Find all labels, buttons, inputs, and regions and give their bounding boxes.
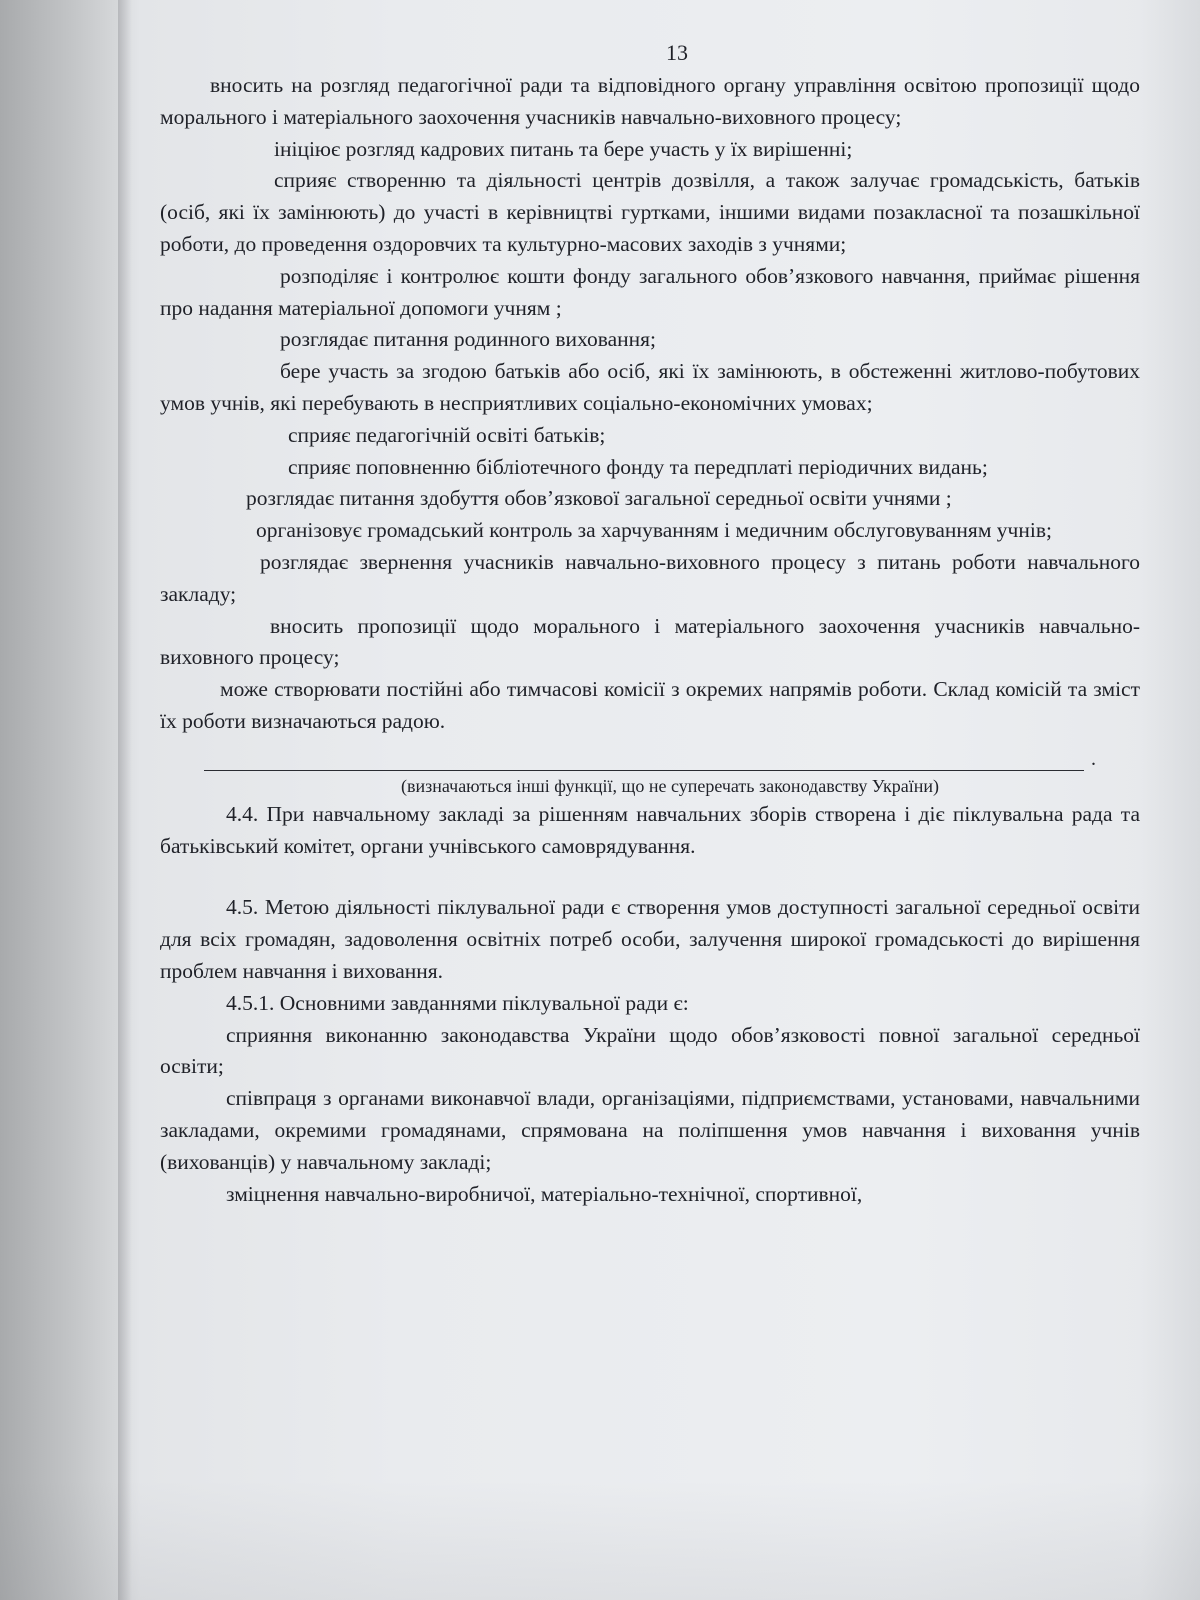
- page-shadow-right: [1140, 0, 1200, 1600]
- paragraph: зміцнення навчально-виробничої, матеріально-технічної, спортивної,: [226, 1181, 863, 1206]
- paragraph: бере участь за згодою батьків або осіб, які їх замінюють, в обстеженні житлово-побутових умов учнів, які перебувають в несприятливих соціально-економічних умовах;: [160, 359, 1140, 415]
- paragraph: розподіляє і контролює кошти фонду загального обов’язкового навчання, приймає рішення про надання матеріальної допомоги учням ;: [160, 263, 1140, 320]
- fill-line-caption: (визначаються інші функції, що не суперечать законодавству України): [401, 775, 939, 796]
- paragraph: розглядає питання родинного виховання;: [280, 327, 657, 352]
- paragraph: розглядає питання здобуття обов’язкової загальної середньої освіти учнями ;: [246, 486, 952, 511]
- paragraph-gap: [160, 862, 1140, 892]
- fill-in-line: [204, 747, 1096, 771]
- fill-line-period: .: [1091, 747, 1096, 770]
- paragraph: організовує громадський контроль за харчуванням і медичним обслуговуванням учнів;: [256, 518, 1052, 543]
- paragraph: сприяє створенню та діяльності центрів дозвілля, а також залучає громадськість, батьків (осіб, які їх замінюють) до участі в керівництві гуртками, іншими видами позакласної та позашкільної роботи, до проведення оздоровчих та культурно-масових заходів з учнями;: [160, 168, 1140, 256]
- page-number: 13: [666, 40, 688, 65]
- paragraph: сприяє педагогічній освіті батьків;: [288, 422, 606, 447]
- paragraph: вносить пропозиції щодо морального і матеріального заохочення учасників навчально-виховного процесу;: [160, 613, 1140, 670]
- paragraph: може створювати постійні або тимчасові комісії з окремих напрямів роботи. Склад комісій та зміст їх роботи визначаються радою.: [160, 677, 1140, 733]
- page-fold-shadow: [118, 0, 132, 1600]
- paragraph: ініціює розгляд кадрових питань та бере участь у їх вирішенні;: [274, 136, 853, 161]
- page-shadow-bottom: [0, 1480, 1200, 1600]
- paragraph: співпраця з органами виконавчої влади, організаціями, підприємствами, установами, навчальними закладами, окремими громадянами, спрямована на поліпшення умов навчання і виховання учнів (вихованців) у навчальному закладі;: [160, 1086, 1140, 1174]
- paragraph: 4.4. При навчальному закладі за рішенням навчальних зборів створена і діє піклувальна рада та батьківський комітет, органи учнівського самоврядування.: [160, 801, 1140, 858]
- paragraph: розглядає звернення учасників навчально-виховного процесу з питань роботи навчального закладу;: [160, 549, 1140, 606]
- paragraph: сприяння виконанню законодавства України щодо обов’язковості повної загальної середньої освіти;: [160, 1022, 1140, 1079]
- paragraph: 4.5. Метою діяльності піклувальної ради є створення умов доступності загальної середньої освіти для всіх громадян, задоволення освітніх потреб особи, залучення широкої громадськості до вирішення проблем навчання і виховання.: [160, 895, 1140, 983]
- paragraph: 4.5.1. Основними завданнями піклувальної ради є:: [226, 990, 689, 1015]
- paragraph: сприяє поповненню бібліотечного фонду та передплаті періодичних видань;: [288, 454, 988, 479]
- document-body: [160, 70, 1140, 1210]
- book-binding: [0, 0, 118, 1600]
- paragraph: вносить на розгляд педагогічної ради та відповідного органу управління освітою пропозиції щодо морального і матеріального заохочення учасників навчально-виховного процесу;: [160, 73, 1140, 129]
